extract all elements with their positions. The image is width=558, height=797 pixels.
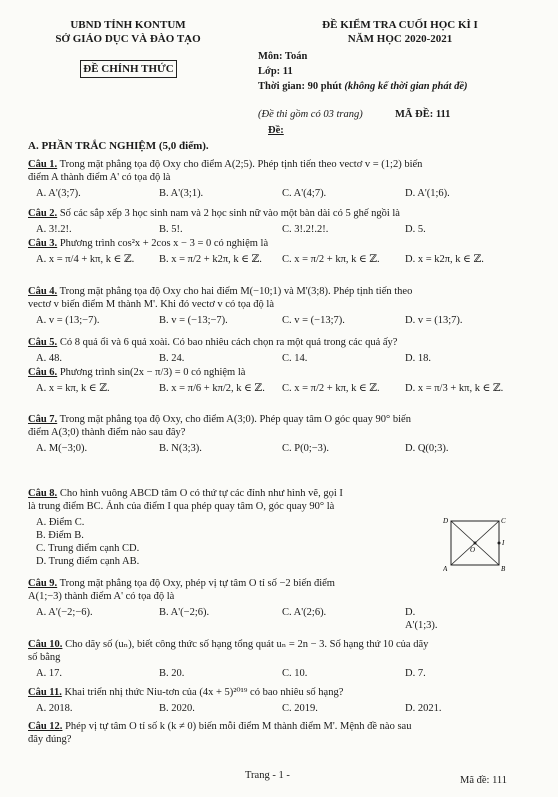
option-b[interactable]: B. v = (−13;−7). — [159, 315, 228, 326]
question-stem-cont: vectơ v biến điểm M thành M'. Khi đó vectơ v có tọa độ là — [28, 299, 274, 310]
options — [28, 516, 448, 568]
question-1 — [28, 158, 540, 201]
question-text — [28, 638, 540, 651]
option-a[interactable]: A. 2018. — [36, 703, 73, 714]
option-d[interactable]: D. A'(1;6). — [405, 188, 450, 199]
question-number: Câu 6. — [28, 367, 58, 378]
question-text — [28, 285, 540, 298]
label-o: O — [470, 546, 476, 554]
pages-note: (Đề thi gồm có 03 trang) — [258, 109, 363, 120]
option-b[interactable]: B. A'(3;1). — [159, 188, 204, 199]
question-8 — [28, 487, 448, 568]
option-a[interactable]: A. x = π/4 + kπ, k ∈ ℤ. — [36, 254, 135, 265]
question-stem-cont: A(1;−3) thành điểm A' có tọa độ là — [28, 591, 175, 602]
question-stem-cont: điểm A thành điểm A' có tọa độ là — [28, 172, 171, 183]
options — [28, 442, 540, 456]
de-label: Đề: — [268, 125, 284, 136]
option-b[interactable]: B. 2020. — [159, 703, 195, 714]
option-a[interactable]: A. 3!.2!. — [36, 224, 72, 235]
question-7 — [28, 413, 540, 456]
question-12 — [28, 720, 540, 746]
option-c[interactable]: C. A'(4;7). — [282, 188, 327, 199]
option-c[interactable]: C. v = (−13;7). — [282, 315, 345, 326]
question-stem: Cho hình vuông ABCD tâm O có thứ tự các đỉnh như hình vẽ, gọi I — [59, 488, 343, 499]
option-a[interactable]: A. v = (13;−7). — [36, 315, 100, 326]
question-3 — [28, 237, 540, 267]
options — [28, 187, 540, 201]
question-stem: Phép vị tự tâm O tỉ số k (k ≠ 0) biến mỗi điểm M thành điểm M'. Mệnh đề nào sau — [65, 721, 412, 732]
options — [28, 606, 448, 631]
question-stem: Có 8 quả ổi và 6 quả xoài. Có bao nhiêu cách chọn ra một quả trong các quả ấy? — [59, 337, 398, 348]
question-stem-cont: đây đúng? — [28, 734, 72, 745]
option-c[interactable]: C. 14. — [282, 353, 308, 364]
question-stem: Số các sắp xếp 3 học sinh nam và 2 học sinh nữ vào một bàn dài có 5 ghế ngồi là — [59, 208, 400, 219]
option-c[interactable]: C. 10. — [282, 668, 308, 679]
question-number: Câu 10. — [28, 639, 63, 650]
question-text — [28, 158, 540, 171]
option-d[interactable]: D. v = (13;7). — [405, 315, 463, 326]
option-d[interactable]: D. x = k2π, k ∈ ℤ. — [405, 254, 484, 265]
question-text — [28, 413, 540, 426]
question-stem: Cho dãy số (uₙ), biết công thức số hạng tổng quát uₙ = 2n − 3. Số hạng thứ 10 của dãy — [65, 639, 429, 650]
options — [28, 702, 540, 716]
question-4 — [28, 285, 540, 328]
exam-title: ĐỀ KIỂM TRA CUỐI HỌC KÌ I — [322, 19, 478, 31]
options — [28, 352, 540, 366]
option-c[interactable]: C. 3!.2!.2!. — [282, 224, 329, 235]
option-d[interactable]: D. x = π/3 + kπ, k ∈ ℤ. — [405, 383, 504, 394]
option-b[interactable]: B. x = π/2 + k2π, k ∈ ℤ. — [159, 254, 262, 265]
option-c[interactable]: C. A'(2;6). — [282, 607, 327, 618]
question-stem-cont: là trung điểm BC. Ảnh của điểm I qua phép quay tâm O, góc quay 90° là — [28, 501, 335, 512]
option-a[interactable]: A. 48. — [36, 353, 62, 364]
grade: Lớp: 11 — [258, 66, 293, 77]
page-number: Trang - 1 - — [245, 770, 290, 781]
question-text — [28, 487, 448, 500]
question-text — [28, 366, 540, 379]
question-11 — [28, 686, 540, 716]
question-text — [28, 237, 540, 250]
question-text — [28, 720, 540, 733]
question-stem: Phương trình sin(2x − π/3) = 0 có nghiệm là — [59, 367, 246, 378]
question-number: Câu 11. — [28, 687, 62, 698]
option-a[interactable]: A. A'(3;7). — [36, 188, 81, 199]
question-5 — [28, 336, 540, 366]
question-stem-cont: số bằng — [28, 652, 61, 663]
school-year: NĂM HỌC 2020-2021 — [347, 33, 453, 45]
options — [28, 253, 540, 267]
option-a[interactable]: A. x = kπ, k ∈ ℤ. — [36, 383, 110, 394]
dept-name: UBND TỈNH KONTUM — [70, 19, 186, 31]
question-number: Câu 12. — [28, 721, 63, 732]
question-stem-cont: điểm A(3;0) thành điểm nào sau đây? — [28, 427, 186, 438]
question-stem: Trong mặt phẳng tọa độ Oxy cho điểm A(2;5). Phép tịnh tiến theo vectơ v = (1;2) biến — [59, 159, 423, 170]
footer-code: Mã đề: 111 — [460, 775, 508, 786]
label-c: C — [501, 517, 506, 525]
label-a: A — [443, 565, 448, 571]
option-b[interactable]: B. 20. — [159, 668, 185, 679]
question-number: Câu 8. — [28, 488, 58, 499]
options — [28, 314, 540, 328]
question-text — [28, 686, 540, 699]
option-b[interactable]: B. A'(−2;6). — [159, 607, 210, 618]
option-c[interactable]: C. P(0;−3). — [282, 443, 330, 454]
question-text — [28, 207, 540, 220]
square-figure — [443, 515, 507, 571]
exam-code: MÃ ĐỀ: 111 — [395, 109, 451, 120]
option-b[interactable]: B. Điểm B. — [36, 530, 84, 541]
question-2 — [28, 207, 540, 237]
option-a[interactable]: A. M(−3;0). — [36, 443, 88, 454]
question-text — [28, 577, 448, 590]
option-d[interactable]: D. 2021. — [405, 703, 442, 714]
subject: Môn: Toán — [258, 51, 308, 62]
options — [28, 667, 540, 681]
option-d[interactable]: D. 18. — [405, 353, 431, 364]
question-number: Câu 3. — [28, 238, 58, 249]
question-6 — [28, 366, 540, 396]
option-b[interactable]: B. N(3;3). — [159, 443, 202, 454]
question-stem: Trong mặt phẳng tọa độ Oxy, cho điểm A(3;0). Phép quay tâm O góc quay 90° biến — [59, 414, 411, 425]
option-d[interactable]: D. A'(1;3). — [405, 607, 438, 631]
question-stem: Trong mặt phẳng tọa độ Oxy, phép vị tự tâm O tỉ số −2 biến điểm — [59, 578, 335, 589]
center-point — [474, 542, 477, 545]
question-number: Câu 7. — [28, 414, 58, 425]
option-a[interactable]: A. 17. — [36, 668, 62, 679]
question-number: Câu 2. — [28, 208, 58, 219]
question-number: Câu 1. — [28, 159, 58, 170]
official-badge: ĐỀ CHÍNH THỨC — [80, 60, 177, 78]
time: Thời gian: 90 phút (không kể thời gian phát đề) — [258, 81, 468, 92]
question-stem: Phương trình cos²x + 2cos x − 3 = 0 có nghiệm là — [59, 238, 269, 249]
option-a[interactable]: A. A'(−2;−6). — [36, 607, 93, 618]
label-i: I — [502, 539, 505, 547]
label-d: D — [443, 517, 449, 525]
option-d[interactable]: D. 5. — [405, 224, 426, 235]
option-c[interactable]: C. 2019. — [282, 703, 318, 714]
option-b[interactable]: B. x = π/6 + kπ/2, k ∈ ℤ. — [159, 383, 265, 394]
option-a[interactable]: A. Điểm C. — [36, 517, 85, 528]
option-b[interactable]: B. 24. — [159, 353, 185, 364]
question-number: Câu 9. — [28, 578, 58, 589]
options — [28, 223, 540, 237]
question-number: Câu 5. — [28, 337, 58, 348]
label-b: B — [501, 565, 506, 571]
option-d[interactable]: D. Q(0;3). — [405, 443, 449, 454]
question-stem: Khai triển nhị thức Niu-tơn của (4x + 5)²⁰¹⁹ có bao nhiêu số hạng? — [64, 687, 344, 698]
midpoint-i — [498, 542, 501, 545]
option-c[interactable]: C. Trung điểm cạnh CD. — [36, 543, 140, 554]
options — [28, 382, 540, 396]
question-stem: Trong mặt phẳng tọa độ Oxy cho hai điểm M(−10;1) và M'(3;8). Phép tịnh tiến theo — [59, 286, 413, 297]
option-b[interactable]: B. 5!. — [159, 224, 183, 235]
question-10 — [28, 638, 540, 681]
option-c[interactable]: C. x = π/2 + kπ, k ∈ ℤ. — [282, 383, 380, 394]
question-9 — [28, 577, 448, 631]
option-d[interactable]: D. Trung điểm cạnh AB. — [36, 556, 140, 567]
school-office: SỞ GIÁO DỤC VÀ ĐÀO TẠO — [55, 33, 201, 45]
section-title: A. PHẦN TRẮC NGHIỆM (5,0 điểm). — [28, 140, 209, 152]
question-text — [28, 336, 540, 349]
question-number: Câu 4. — [28, 286, 58, 297]
option-d[interactable]: D. 7. — [405, 668, 426, 679]
option-c[interactable]: C. x = π/2 + kπ, k ∈ ℤ. — [282, 254, 380, 265]
